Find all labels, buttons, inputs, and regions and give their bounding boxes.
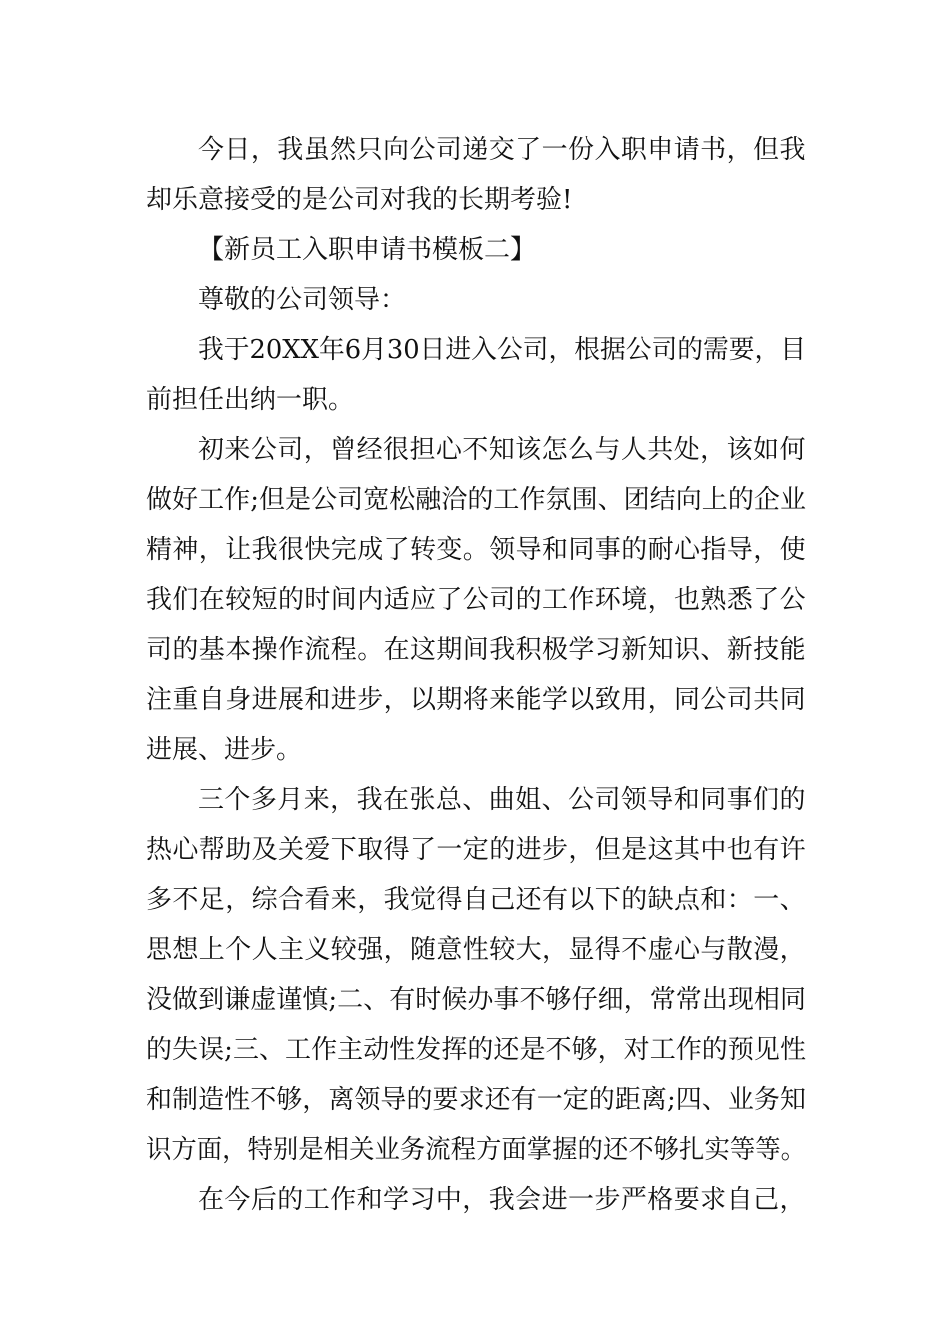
text-line-17: 思想上个人主义较强，随意性较大，显得不虚心与散漫， (146, 935, 807, 965)
text-line-9: 精神，让我很快完成了转变。领导和同事的耐心指导，使 (146, 535, 807, 565)
text-line-7: 初来公司，曾经很担心不知该怎么与人共处，该如何 (198, 435, 806, 465)
text-line-22: 在今后的工作和学习中，我会进一步严格要求自己， (198, 1185, 806, 1215)
template-heading: 【新员工入职申请书模板二】 (198, 235, 537, 265)
salutation: 尊敬的公司领导： (198, 285, 407, 315)
text-line-14: 三个多月来，我在张总、曲姐、公司领导和同事们的 (198, 785, 806, 815)
text-line-2: 却乐意接受的是公司对我的长期考验! (146, 185, 573, 215)
text-line-13: 进展、进步。 (146, 735, 303, 765)
text-line-6: 前担任出纳一职。 (146, 385, 355, 415)
text-line-12: 注重自身进展和进步，以期将来能学以致用，同公司共同 (146, 685, 807, 715)
text-line-11: 司的基本操作流程。在这期间我积极学习新知识、新技能 (146, 635, 807, 665)
text-line-19: 的失误;三、工作主动性发挥的还是不够，对工作的预见性 (146, 1035, 806, 1065)
text-line-15: 热心帮助及关爱下取得了一定的进步，但是这其中也有许 (146, 835, 807, 865)
text-line-10: 我们在较短的时间内适应了公司的工作环境，也熟悉了公 (146, 585, 807, 615)
text-line-5: 我于20XX年6月30日进入公司，根据公司的需要，目 (198, 335, 807, 365)
text-line-1: 今日，我虽然只向公司递交了一份入职申请书，但我 (198, 135, 806, 165)
text-line-18: 没做到谦虚谨慎;二、有时候办事不够仔细，常常出现相同 (146, 985, 806, 1015)
text-line-16: 多不足，综合看来，我觉得自己还有以下的缺点和：一、 (146, 885, 807, 915)
text-line-20: 和制造性不够，离领导的要求还有一定的距离;四、业务知 (146, 1085, 806, 1115)
text-line-21: 识方面，特别是相关业务流程方面掌握的还不够扎实等等。 (146, 1135, 806, 1165)
text-line-8: 做好工作;但是公司宽松融洽的工作氛围、团结向上的企业 (146, 485, 806, 515)
